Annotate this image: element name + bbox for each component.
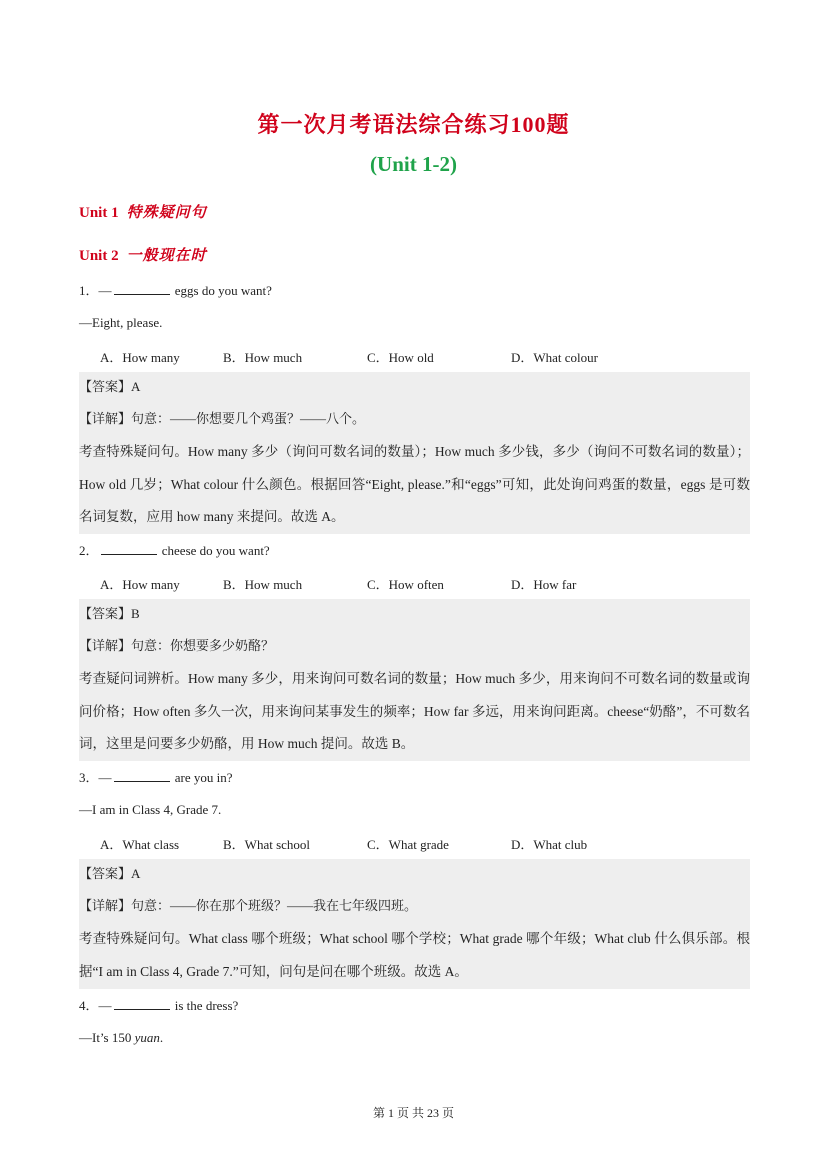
option-c: C．How often [367, 577, 444, 592]
question-2-prompt [79, 542, 270, 560]
answer-blank [114, 769, 170, 782]
dash: — [98, 998, 112, 1013]
question-3-solution [79, 859, 750, 989]
question-1-reply: —Eight, please. [79, 315, 163, 330]
unit-topic: 一般现在时 [126, 248, 207, 264]
answer-value: A [131, 866, 141, 881]
reply-text: —It’s 150 [79, 1030, 135, 1045]
option-d: D．What colour [511, 350, 599, 365]
answer-label: 【答案】 [79, 379, 132, 394]
option-c: C．How old [367, 350, 434, 365]
answer-value: A [131, 379, 141, 394]
reply-end: . [159, 1030, 164, 1045]
answer-blank [101, 542, 157, 555]
question-number: 1． [79, 283, 99, 298]
option-c: C．What grade [367, 837, 449, 852]
question-2-solution [79, 599, 750, 761]
page-footer: 第 1 页 共 23 页 [372, 1106, 454, 1120]
question-1-solution [79, 372, 750, 534]
detail-row [79, 410, 750, 428]
detail-meaning: 句意：你想要多少奶酪？ [131, 638, 275, 653]
answer-value: B [131, 606, 140, 621]
question-4-prompt [79, 997, 238, 1015]
unit-label: Unit 2 [79, 248, 119, 264]
answer-label: 【答案】 [79, 606, 132, 621]
option-d: D．What club [511, 837, 588, 852]
option-a: A．How many [100, 350, 180, 365]
answer-label: 【答案】 [79, 866, 132, 881]
option-a: A．What class [100, 837, 180, 852]
answer-blank [114, 282, 170, 295]
answer-blank [114, 997, 170, 1010]
option-b: B．What school [223, 837, 311, 852]
option-a: A．How many [100, 577, 180, 592]
detail-row [79, 897, 750, 915]
detail-row [79, 637, 750, 655]
unit-heading-1 [79, 201, 207, 222]
question-3-reply: —I am in Class 4, Grade 7. [79, 802, 222, 817]
dash: — [98, 770, 112, 785]
detail-label: 【详解】 [79, 411, 132, 426]
unit-heading-2 [79, 244, 207, 265]
detail-label: 【详解】 [79, 898, 132, 913]
option-b: B．How much [223, 577, 303, 592]
answer-row [79, 378, 750, 396]
page-title: 第一次月考语法综合练习100题 [257, 112, 570, 137]
option-b: B．How much [223, 350, 303, 365]
detail-explanation: 考查特殊疑问句。How many 多少（询问可数名词的数量）；How much 多少钱，多少（询问不可数名词的数量）；How old 几岁；What colour 什么颜色。根据回答“Eight, please.”和“eggs”可知，此处询问鸡蛋的数量，eggs 是可数名词复数，应用 how many 来提问。故选 A。 [79, 444, 750, 524]
reply-unit: yuan [134, 1030, 160, 1045]
question-1-prompt [79, 282, 272, 300]
question-1-options [100, 347, 700, 365]
dash: — [98, 283, 112, 298]
question-2-options [100, 574, 700, 592]
answer-row [79, 865, 750, 883]
question-3-options [100, 834, 700, 852]
question-text: are you in? [171, 770, 233, 785]
page-subtitle: (Unit 1-2) [370, 152, 457, 176]
question-text: cheese do you want? [158, 543, 270, 558]
detail-explanation: 考查特殊疑问句。What class 哪个班级；What school 哪个学校；What grade 哪个年级；What club 什么俱乐部。根据“I am in Class 4, Grade 7.”可知，问句是问在哪个班级。故选 A。 [79, 931, 750, 979]
question-text: is the dress? [171, 998, 239, 1013]
question-4-reply [79, 1029, 163, 1047]
question-3-prompt [79, 769, 233, 787]
detail-meaning: 句意：——你在那个班级？——我在七年级四班。 [131, 898, 418, 913]
question-number: 2． [79, 543, 99, 558]
unit-topic: 特殊疑问句 [126, 205, 207, 221]
detail-explanation: 考查疑问词辨析。How many 多少，用来询问可数名词的数量；How much 多少，用来询问不可数名词的数量或询问价格；How often 多久一次，用来询问某事发生的频率；How far 多远，用来询问距离。cheese“奶酪”，不可数名词，这里是问要多少奶酪，用 How much 提问。故选 B。 [79, 671, 750, 751]
option-d: D．How far [511, 577, 577, 592]
question-number: 3． [79, 770, 99, 785]
detail-label: 【详解】 [79, 638, 132, 653]
question-number: 4． [79, 998, 99, 1013]
answer-row [79, 605, 750, 623]
detail-meaning: 句意：——你想要几个鸡蛋？——八个。 [131, 411, 366, 426]
unit-label: Unit 1 [79, 205, 119, 221]
question-text: eggs do you want? [171, 283, 272, 298]
